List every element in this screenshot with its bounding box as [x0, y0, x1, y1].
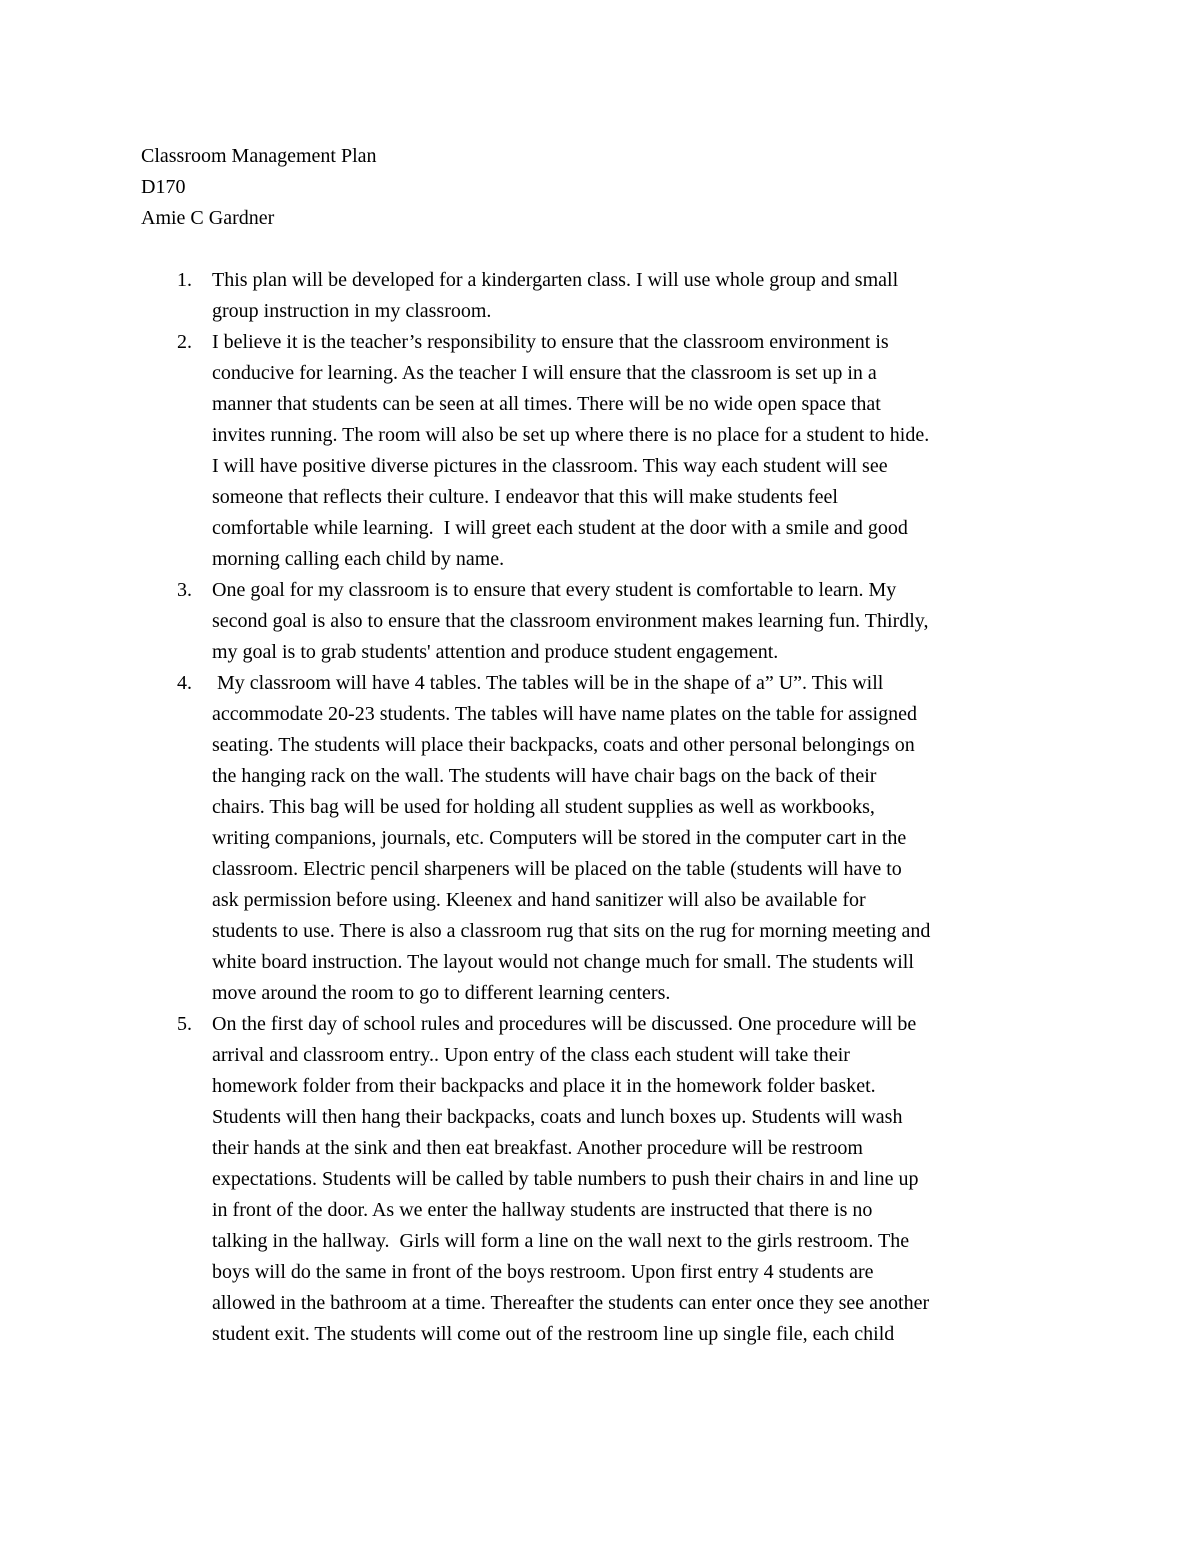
course-code: D170 [141, 176, 186, 198]
author-name: Amie C Gardner [141, 207, 275, 229]
paragraph-line: morning calling each child by name. [212, 548, 505, 570]
list-item-number: 3. [177, 579, 192, 601]
list-item [141, 575, 1071, 668]
paragraph-line: classroom. Electric pencil sharpeners will be placed on the table (students will have to [212, 858, 902, 880]
paragraph-line: talking in the hallway. Girls will form a line on the wall next to the girls restroom. The [212, 1230, 910, 1252]
paragraph-line: expectations. Students will be called by table numbers to push their chairs in and line up [212, 1168, 919, 1190]
paragraph-line: group instruction in my classroom. [212, 300, 492, 322]
paragraph-line: manner that students can be seen at all times. There will be no wide open space that [212, 393, 881, 415]
paragraph-line: On the first day of school rules and procedures will be discussed. One procedure will be [212, 1013, 917, 1035]
paragraph-line: their hands at the sink and then eat breakfast. Another procedure will be restroom [212, 1137, 863, 1159]
paragraph-line: in front of the door. As we enter the hallway students are instructed that there is no [212, 1199, 873, 1221]
list-item-number: 1. [177, 269, 192, 291]
paragraph-line: I will have positive diverse pictures in the classroom. This way each student will see [212, 455, 888, 477]
paragraph-line: seating. The students will place their backpacks, coats and other personal belongings on [212, 734, 915, 756]
document-title: Classroom Management Plan [141, 145, 377, 167]
paragraph-line: chairs. This bag will be used for holding all student supplies as well as workbooks, [212, 796, 875, 818]
paragraph-line: invites running. The room will also be set up where there is no place for a student to hide. [212, 424, 930, 446]
list-item [141, 1009, 1071, 1350]
numbered-list [141, 265, 1071, 1350]
paragraph-line: students to use. There is also a classroom rug that sits on the rug for morning meeting and [212, 920, 931, 942]
paragraph-line: I believe it is the teacher’s responsibility to ensure that the classroom environment is [212, 331, 889, 353]
paragraph-line: someone that reflects their culture. I endeavor that this will make students feel [212, 486, 838, 508]
paragraph-line: allowed in the bathroom at a time. Thereafter the students can enter once they see another [212, 1292, 930, 1314]
paragraph-line: my goal is to grab students' attention and produce student engagement. [212, 641, 779, 663]
list-item-number: 4. [177, 672, 192, 694]
list-item-number: 5. [177, 1013, 192, 1035]
document-header [141, 141, 1071, 234]
list-item [141, 668, 1071, 1009]
paragraph-line: writing companions, journals, etc. Computers will be stored in the computer cart in the [212, 827, 907, 849]
paragraph-line: the hanging rack on the wall. The students will have chair bags on the back of their [212, 765, 877, 787]
paragraph-line: arrival and classroom entry.. Upon entry of the class each student will take their [212, 1044, 850, 1066]
paragraph-line: homework folder from their backpacks and place it in the homework folder basket. [212, 1075, 876, 1097]
paragraph-line: move around the room to go to different learning centers. [212, 982, 671, 1004]
paragraph-line: This plan will be developed for a kindergarten class. I will use whole group and small [212, 269, 899, 291]
paragraph-line: comfortable while learning. I will greet each student at the door with a smile and good [212, 517, 908, 539]
paragraph-line: student exit. The students will come out of the restroom line up single file, each child [212, 1323, 895, 1345]
list-item [141, 327, 1071, 575]
paragraph-line: boys will do the same in front of the boys restroom. Upon first entry 4 students are [212, 1261, 874, 1283]
paragraph-line: Students will then hang their backpacks, coats and lunch boxes up. Students will wash [212, 1106, 903, 1128]
paragraph-line: conducive for learning. As the teacher I will ensure that the classroom is set up in a [212, 362, 877, 384]
list-item-number: 2. [177, 331, 192, 353]
paragraph-line: ask permission before using. Kleenex and hand sanitizer will also be available for [212, 889, 866, 911]
list-item [141, 265, 1071, 327]
paragraph-line: My classroom will have 4 tables. The tables will be in the shape of a” U”. This will [212, 672, 884, 694]
paragraph-line: accommodate 20-23 students. The tables will have name plates on the table for assigned [212, 703, 917, 725]
paragraph-line: second goal is also to ensure that the classroom environment makes learning fun. Thirdly, [212, 610, 929, 632]
paragraph-line: white board instruction. The layout would not change much for small. The students will [212, 951, 914, 973]
paragraph-line: One goal for my classroom is to ensure that every student is comfortable to learn. My [212, 579, 897, 601]
